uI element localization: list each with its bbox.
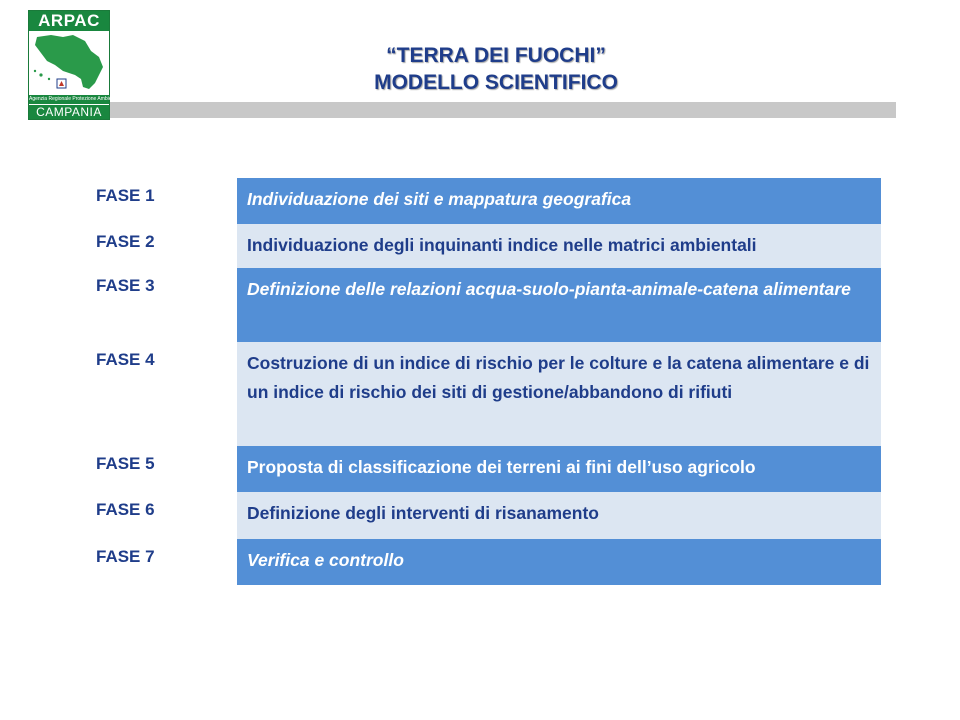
phase-description: Proposta di classificazione dei terreni ai fini dell’uso agricolo <box>237 446 881 492</box>
title-underline-bar <box>110 102 896 118</box>
phase-row-4 <box>86 342 881 446</box>
phase-description: Individuazione degli inquinanti indice nelle matrici ambientali <box>237 224 881 268</box>
phase-row-2 <box>86 224 881 268</box>
phase-row-6 <box>86 492 881 539</box>
logo-subtitle: Agenzia Regionale Protezione Ambientale <box>29 96 123 102</box>
phase-description: Verifica e controllo <box>237 539 881 585</box>
phase-label: FASE 6 <box>96 500 155 519</box>
phase-description: Costruzione di un indice di rischio per le colture e la catena alimentare e di un indice di rischio dei siti di gestione/abbandono di rifiuti <box>237 342 881 446</box>
phase-label: FASE 4 <box>96 350 155 369</box>
phase-label: FASE 7 <box>96 547 155 566</box>
phase-description: Definizione degli interventi di risanamento <box>237 492 881 539</box>
campania-map-icon <box>29 31 109 93</box>
logo-bottom-text: CAMPANIA <box>29 105 109 119</box>
arpac-logo <box>28 10 123 120</box>
slide-title <box>200 42 792 96</box>
phase-description: Individuazione dei siti e mappatura geografica <box>237 178 881 224</box>
phase-description: Definizione delle relazioni acqua-suolo-pianta-animale-catena alimentare <box>237 268 881 342</box>
phase-row-3 <box>86 268 881 342</box>
phase-row-7 <box>86 539 881 585</box>
title-line-1: “TERRA DEI FUOCHI” <box>386 44 606 67</box>
logo-top-text: ARPAC <box>29 11 109 31</box>
phase-label: FASE 3 <box>96 276 155 295</box>
phase-label: FASE 2 <box>96 232 155 251</box>
phases-table <box>86 178 881 585</box>
phase-row-5 <box>86 446 881 492</box>
phase-label: FASE 5 <box>96 454 155 473</box>
title-line-2: MODELLO SCIENTIFICO <box>374 71 618 94</box>
phase-row-1 <box>86 178 881 224</box>
phase-label: FASE 1 <box>96 186 155 205</box>
